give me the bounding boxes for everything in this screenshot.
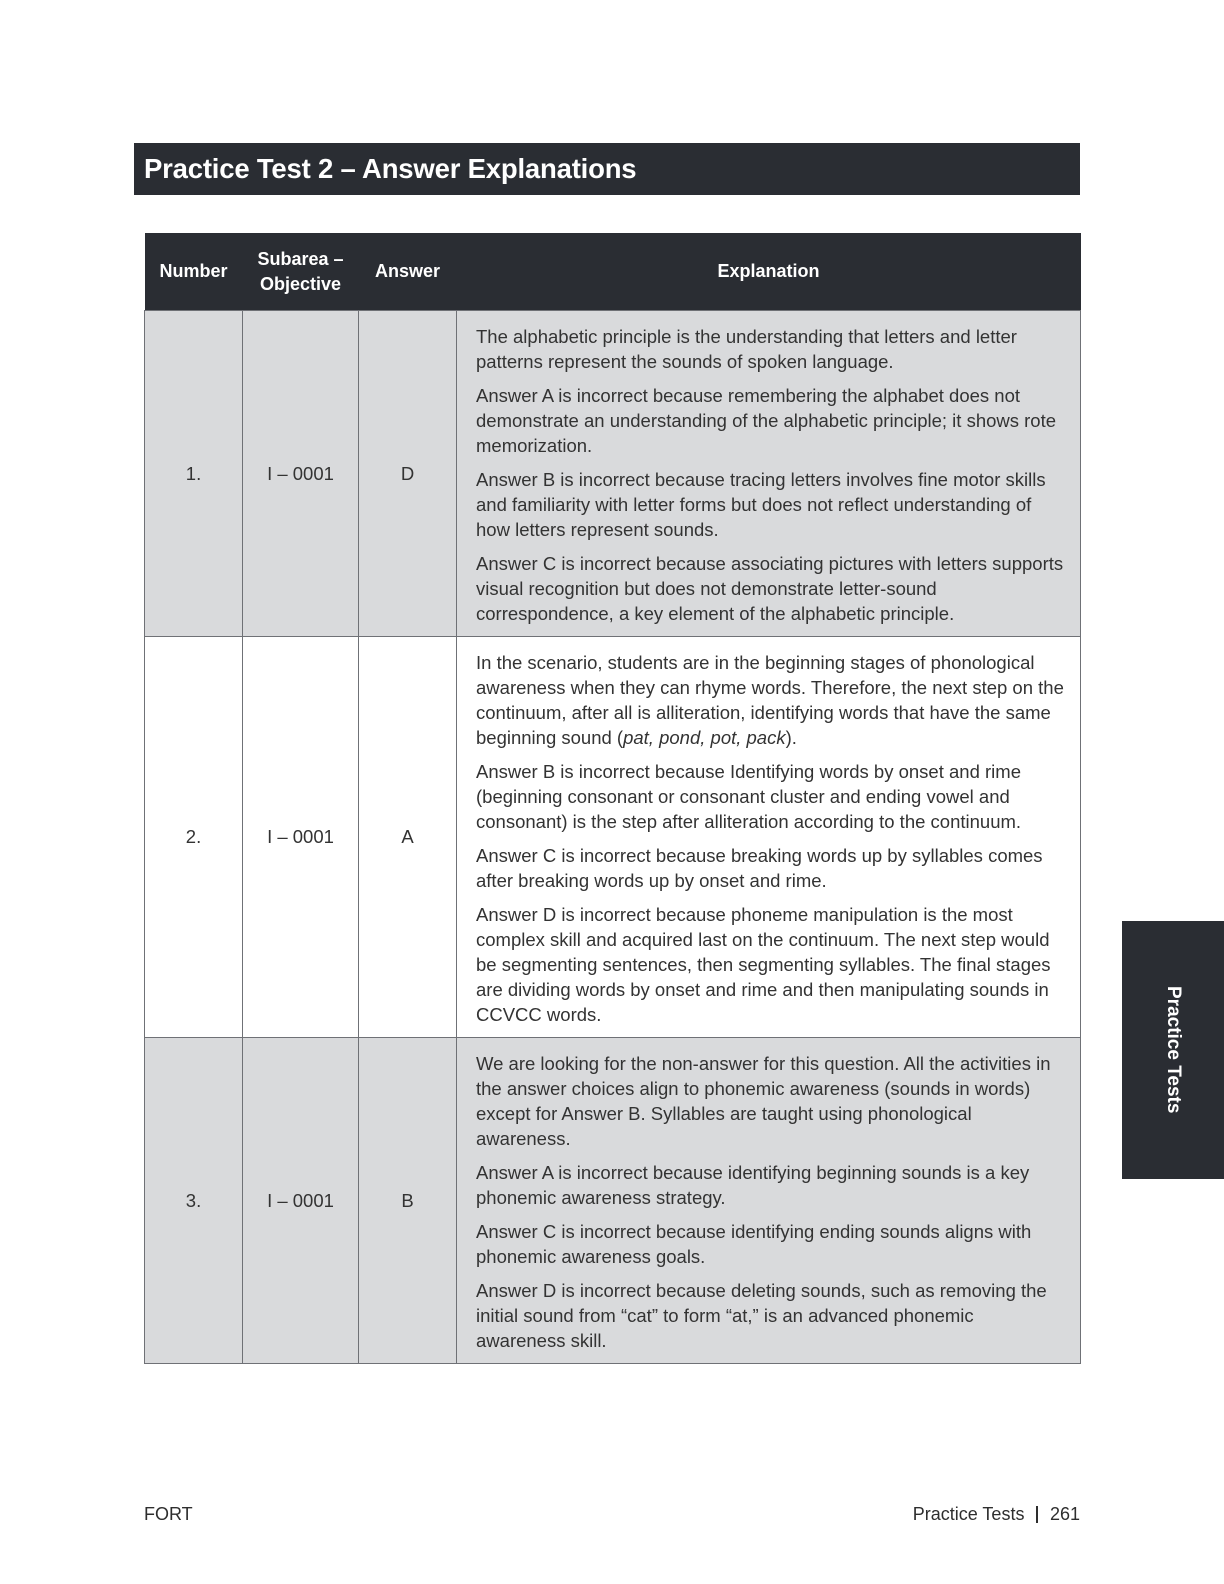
row-number: 1. (145, 311, 243, 637)
row-objective: I – 0001 (243, 637, 359, 1038)
title-bar (134, 143, 1080, 195)
footer-left: FORT (144, 1504, 193, 1524)
explanation-paragraph: Answer C is incorrect because identifying ending sounds aligns with phonemic awareness goals. (476, 1221, 1032, 1267)
header-subarea-line2: Objective (259, 273, 342, 294)
table-row (145, 637, 1081, 1038)
side-tab-label: Practice Tests (1163, 986, 1184, 1114)
explanation-paragraph: Answer D is incorrect because deleting sounds, such as removing the initial sound from “cat” to form “at,” is an advanced phonemic awareness skill. (476, 1280, 1047, 1351)
page-number: 261 (1049, 1504, 1080, 1524)
footer-section: Practice Tests (912, 1504, 1025, 1524)
answer-table (144, 233, 1081, 1364)
footer-right (913, 1504, 1080, 1525)
section-side-tab (1122, 921, 1224, 1179)
header-number: Number (145, 233, 243, 311)
explanation-paragraph: Answer A is incorrect because identifying beginning sounds is a key phonemic awareness strategy. (476, 1162, 1030, 1208)
row-explanation (457, 311, 1081, 637)
explanation-paragraph: Answer B is incorrect because tracing letters involves fine motor skills and familiarity with letter forms but does not reflect understanding of how letters represent sounds. (476, 469, 1046, 540)
explanation-paragraph: The alphabetic principle is the understanding that letters and letter patterns represent the sounds of spoken language. (476, 326, 1017, 372)
explanation-paragraph: Answer B is incorrect because Identifying words by onset and rime (beginning consonant or consonant cluster and ending vowel and consonant) is the step after alliteration according to the continuum. (476, 761, 1022, 832)
table-header-row (145, 233, 1081, 311)
row-explanation (457, 637, 1081, 1038)
header-explanation: Explanation (457, 233, 1081, 311)
row-number: 2. (145, 637, 243, 1038)
explanation-paragraph (476, 650, 1064, 750)
table-row (145, 311, 1081, 637)
row-explanation (457, 1038, 1081, 1364)
row-number: 3. (145, 1038, 243, 1364)
explanation-paragraph: Answer D is incorrect because phoneme manipulation is the most complex skill and acquired last on the continuum. The next step would be segmenting sentences, then segmenting syllables. The final stages are dividing words by onset and rime and then manipulating sounds in CCVCC words. (476, 904, 1051, 1025)
page-title: Practice Test 2 – Answer Explanations (144, 153, 637, 184)
row-objective: I – 0001 (243, 1038, 359, 1364)
header-subarea-line1: Subarea – (257, 248, 344, 269)
row-answer: A (359, 637, 457, 1038)
explanation-paragraph: Answer C is incorrect because breaking words up by syllables comes after breaking words up by onset and rime. (476, 845, 1043, 891)
explanation-paragraph: Answer A is incorrect because remembering the alphabet does not demonstrate an understanding of the alphabetic principle; it shows rote memorization. (476, 385, 1057, 456)
row-answer: B (359, 1038, 457, 1364)
row-answer: D (359, 311, 457, 637)
explanation-paragraph: We are looking for the non-answer for this question. All the activities in the answer choices align to phonemic awareness (sounds in words) except for Answer B. Syllables are taught using phonological awareness. (476, 1053, 1051, 1149)
explanation-paragraph: Answer C is incorrect because associating pictures with letters supports visual recognition but does not demonstrate letter-sound correspondence, a key element of the alphabetic principle. (476, 553, 1064, 624)
header-subarea (243, 233, 359, 311)
header-answer: Answer (359, 233, 457, 311)
example-words: pat, pond, pot, pack (623, 727, 786, 748)
explanation-text: In the scenario, students are in the beginning stages of phonological awareness when they can rhyme words. Therefore, the next step on the continuum, after all is alliteration, identifying words that have the same beginning sound ( (476, 652, 1064, 748)
table-row (145, 1038, 1081, 1364)
explanation-text-end: ). (785, 727, 797, 748)
footer-divider (1036, 1506, 1038, 1523)
row-objective: I – 0001 (243, 311, 359, 637)
